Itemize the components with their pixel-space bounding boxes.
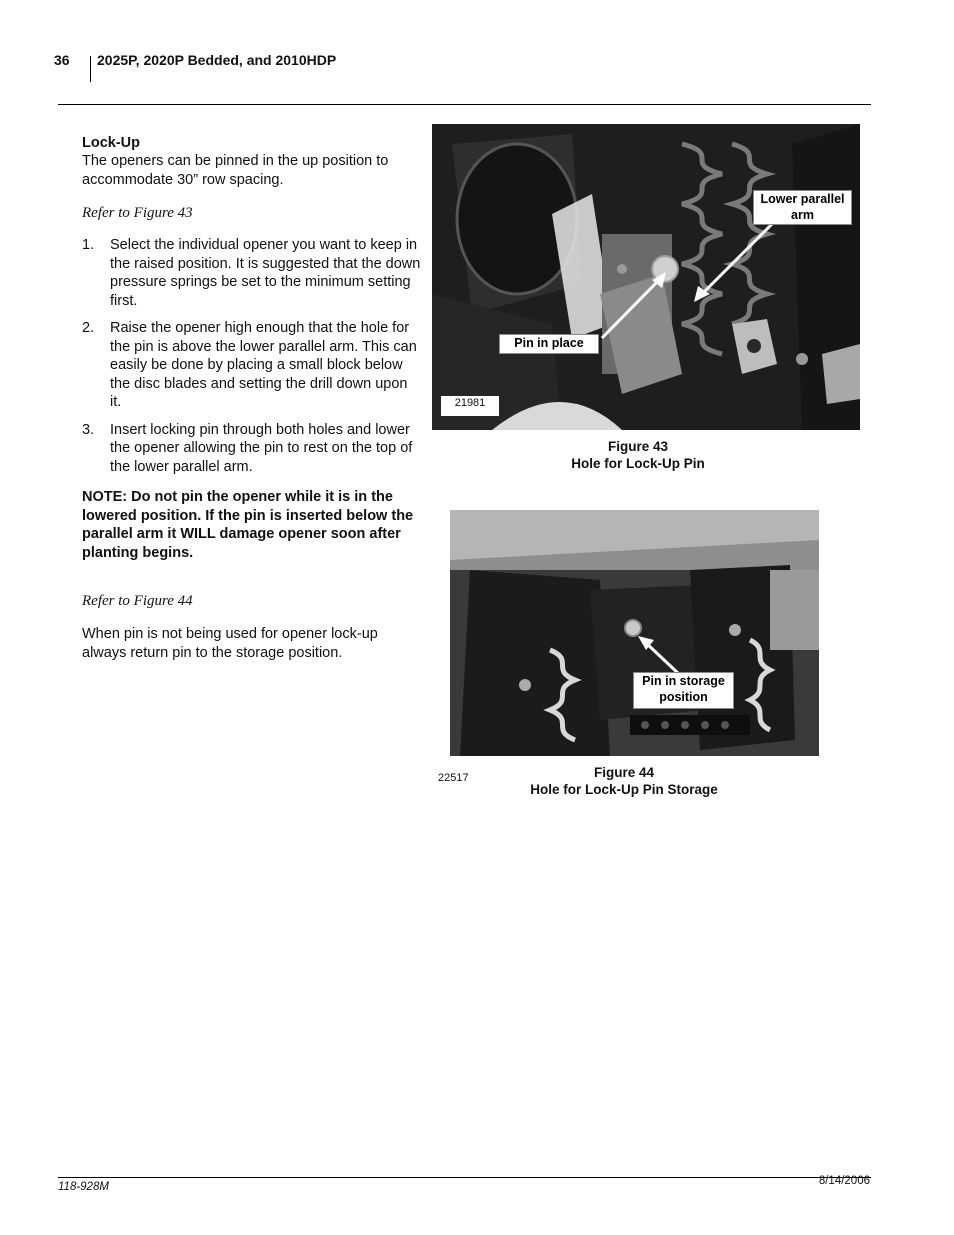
step-number: 3. [82,421,95,438]
figure-44-title: Hole for Lock-Up Pin Storage [530,782,718,797]
step-text: Insert locking pin through both holes and lower the opener allowing the pin to rest on the top of the lower parallel arm. [110,421,413,475]
figure-44-id: 22517 [438,772,469,784]
refer-figure-44: Refer to Figure 44 [82,593,193,609]
step-item [82,319,422,412]
document-number: 118-928M [58,1181,109,1193]
step-text: Select the individual opener you want to keep in the raised position. It is suggested that the down pressure springs be set to the minimum setting first. [110,237,421,309]
figure-43-illustration [432,124,860,430]
figure-44-photo [450,510,819,756]
document-title: 2025P, 2020P Bedded, and 2010HDP [97,52,337,68]
figure-43-caption [528,438,748,472]
steps-list [82,236,422,485]
step-text: Raise the opener high enough that the hole for the pin is above the lower parallel arm. This can easily be done by placing a small block below the disc blades and setting the drill down upon it. [110,320,417,410]
figure-44-caption [514,764,734,798]
storage-paragraph: When pin is not being used for opener lock-up always return pin to the storage position. [82,626,378,661]
warning-note: NOTE: Do not pin the opener while it is in the lowered position. If the pin is inserted below the parallel arm it WILL damage opener soon after planting begins. [82,489,414,561]
header-divider [90,56,91,82]
revision-date: 8/14/2006 [818,1175,870,1187]
pin-storage-callout: Pin in storage position [633,672,734,709]
step-number: 2. [82,320,95,336]
section-heading: Lock-Up [82,135,140,151]
figure-44-number: Figure 44 [593,765,655,780]
lower-parallel-arm-callout: Lower parallel arm [753,190,852,225]
figure-44-illustration [450,510,819,756]
page-number: 36 [54,52,70,68]
figure-43-photo [432,124,860,430]
pin-in-place-callout: Pin in place [499,334,599,354]
step-item [82,421,422,477]
footer-rule [58,1177,871,1178]
intro-paragraph: The openers can be pinned in the up position to accommodate 30” row spacing. [82,153,389,188]
step-number: 1. [82,237,95,253]
refer-figure-43: Refer to Figure 43 [82,205,193,221]
figure-43-number: Figure 43 [607,439,669,454]
figure-43-id: 21981 [441,396,499,416]
figure-43-title: Hole for Lock-Up Pin [571,456,705,471]
header-rule [58,104,871,105]
step-item [82,236,422,310]
